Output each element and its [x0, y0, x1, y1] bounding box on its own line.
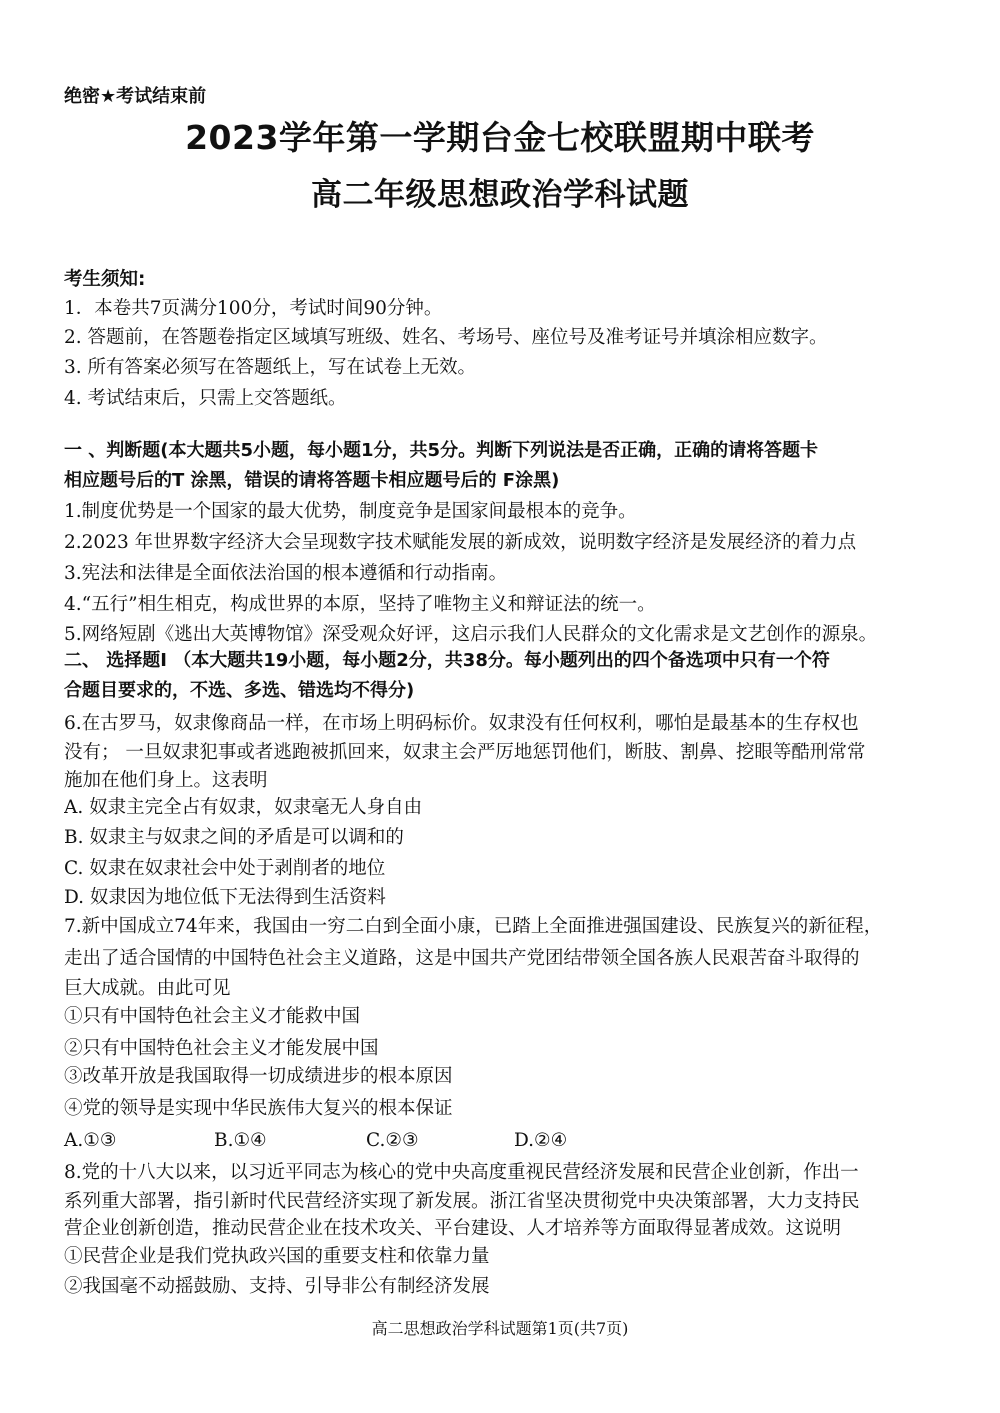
section2-heading-line1: 二、 选择题I （本大题共19小题，每小题2分，共38分。每小题列出的四个备选项中只有一个符 [64, 650, 830, 671]
notice-heading: 考生须知: [64, 269, 146, 290]
judgment-item-5: 5.网络短剧《逃出大英博物馆》深受观众好评，这启示我们人民群众的文化需求是文艺创作的源泉。 [64, 624, 878, 645]
section1-heading-line2: 相应题号后的T 涂黑，错误的请将答题卡相应题号后的 F涂黑) [64, 470, 560, 491]
q6-option-a: A. 奴隶主完全占有奴隶，奴隶毫无人身自由 [64, 797, 423, 818]
q8-statement-1: ①民营企业是我们党执政兴国的重要支柱和依靠力量 [64, 1246, 490, 1267]
judgment-item-2: 2.2023 年世界数字经济大会呈现数字技术赋能发展的新成效，说明数字经济是发展经济的着力点 [64, 532, 857, 553]
judgment-item-3: 3.宪法和法律是全面依法治国的根本遵循和行动指南。 [64, 563, 508, 584]
page-footer: 高二思想政治学科试题第1页(共7页) [371, 1319, 629, 1338]
q7-option-d: D.②④ [514, 1130, 568, 1151]
q7-statement-3: ③改革开放是我国取得一切成绩进步的根本原因 [64, 1066, 453, 1087]
q7-option-b: B.①④ [214, 1130, 267, 1151]
q6-stem-line2: 没有； 一旦奴隶犯事或者逃跑被抓回来，奴隶主会严厉地惩罚他们，断肢、割鼻、挖眼等酷刑常常 [64, 742, 866, 763]
q6-option-b: B. 奴隶主与奴隶之间的矛盾是可以调和的 [64, 827, 404, 848]
notice-item-2: 2. 答题前，在答题卷指定区域填写班级、姓名、考场号、座位号及准考证号并填涂相应数字。 [64, 327, 828, 348]
q7-option-c: C.②③ [366, 1130, 419, 1151]
notice-item-3: 3. 所有答案必须写在答题纸上，写在试卷上无效。 [64, 357, 477, 378]
judgment-item-1: 1.制度优势是一个国家的最大优势，制度竞争是国家间最根本的竞争。 [64, 501, 637, 522]
q6-option-c: C. 奴隶在奴隶社会中处于剥削者的地位 [64, 858, 386, 879]
notice-item-1: 1．本卷共7页满分100分，考试时间90分钟。 [64, 298, 443, 319]
judgment-item-4: 4.“五行”相生相克，构成世界的本原，坚持了唯物主义和辩证法的统一。 [64, 594, 656, 615]
q6-stem-line1: 6.在古罗马，奴隶像商品一样，在市场上明码标价。奴隶没有任何权利，哪怕是最基本的生存权也 [64, 713, 859, 734]
q7-stem-line2: 走出了适合国情的中国特色社会主义道路，这是中国共产党团结带领全国各族人民艰苦奋斗取得的 [64, 948, 860, 969]
section1-heading-line1: 一 、判断题(本大题共5小题，每小题1分，共5分。判断下列说法是否正确，正确的请将答题卡 [64, 440, 819, 461]
q6-option-d: D. 奴隶因为地位低下无法得到生活资料 [64, 887, 386, 908]
secret-label: 绝密★考试结束前 [64, 86, 207, 107]
q7-statement-4: ④党的领导是实现中华民族伟大复兴的根本保证 [64, 1098, 453, 1119]
q7-statement-2: ②只有中国特色社会主义才能发展中国 [64, 1038, 379, 1059]
q8-statement-2: ②我国毫不动摇鼓励、支持、引导非公有制经济发展 [64, 1276, 490, 1297]
exam-subtitle: 高二年级思想政治学科试题 [311, 177, 689, 213]
q7-stem-line3: 巨大成就。由此可见 [64, 978, 231, 999]
notice-item-4: 4. 考试结束后，只需上交答题纸。 [64, 388, 347, 409]
exam-title: 2023学年第一学期台金七校联盟期中联考 [185, 118, 815, 157]
q7-option-a: A.①③ [64, 1130, 117, 1151]
q8-stem-line1: 8.党的十八大以来，以习近平同志为核心的党中央高度重视民营经济发展和民营企业创新，作出一 [64, 1162, 859, 1183]
section2-heading-line2: 合题目要求的，不选、多选、错选均不得分) [64, 680, 415, 701]
q7-stem-line1: 7.新中国成立74年来，我国由一穷二白到全面小康，已踏上全面推进强国建设、民族复兴的新征程， [64, 916, 883, 937]
q7-statement-1: ①只有中国特色社会主义才能救中国 [64, 1006, 361, 1027]
q8-stem-line2: 系列重大部署，指引新时代民营经济实现了新发展。浙江省坚决贯彻党中央决策部署，大力支持民 [64, 1191, 860, 1212]
q6-stem-line3: 施加在他们身上。这表明 [64, 770, 268, 791]
q8-stem-line3: 营企业创新创造，推动民营企业在技术攻关、平台建设、人才培养等方面取得显著成效。这说明 [64, 1218, 842, 1239]
